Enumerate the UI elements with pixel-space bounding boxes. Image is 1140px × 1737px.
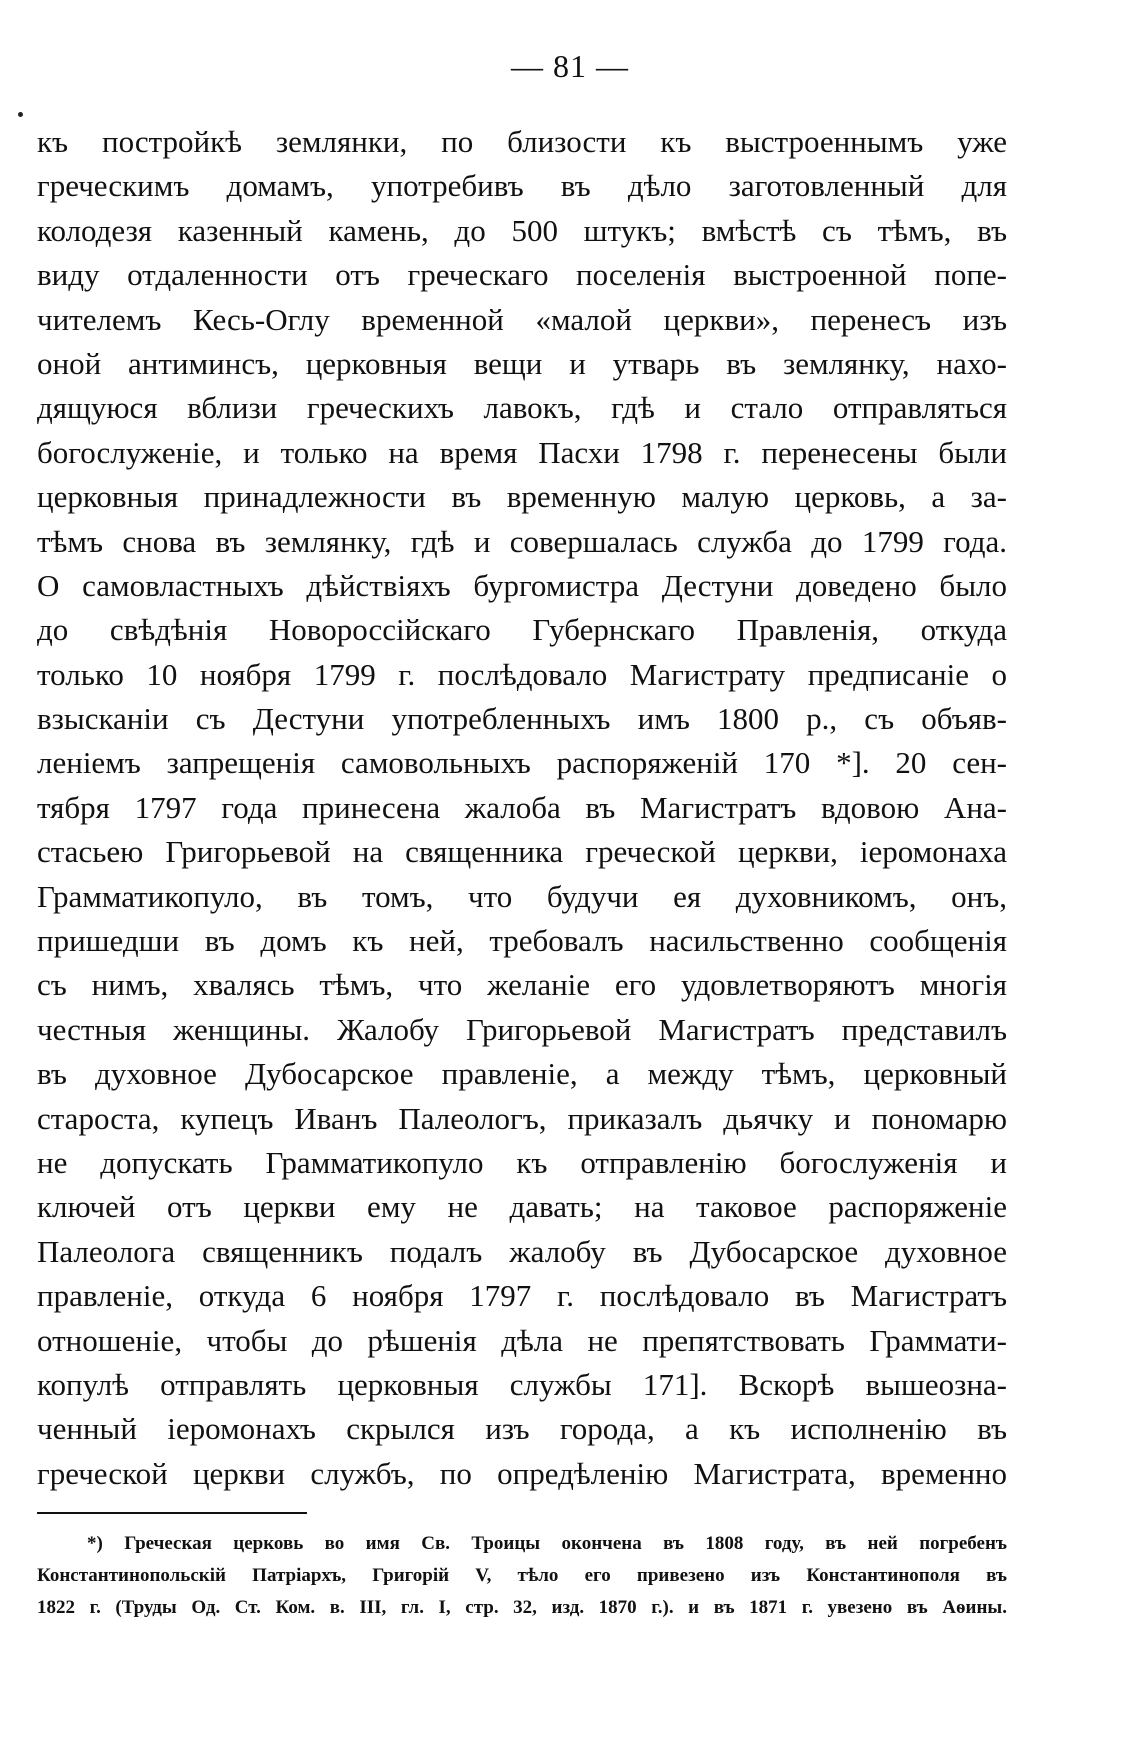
page-number: — 81 — (511, 48, 629, 84)
text-line: оной антиминсъ, церковныя вещи и утварь въ землянку, нахо- (37, 345, 1007, 381)
footnote-line: *) Греческая церковь во имя Св. Троицы окончена въ 1808 году, въ ней погребенъ (87, 1533, 1007, 1554)
text-line: отношеніе, чтобы до рѣшенія дѣла не препятствовать Граммати- (37, 1322, 1007, 1358)
text-line: тября 1797 года принесена жалоба въ Магистратъ вдовою Ана- (37, 789, 1007, 825)
text-line: О самовластныхъ дѣйствіяхъ бургомистра Дестуни доведено было (37, 567, 1007, 603)
text-line: не допускать Грамматикопуло къ отправленію богослуженія и (37, 1144, 1007, 1180)
text-line: съ нимъ, хвалясь тѣмъ, что желаніе его удовлетворяютъ многія (37, 967, 1007, 1003)
text-line: тѣмъ снова въ землянку, гдѣ и совершалась служба до 1799 года. (37, 523, 1007, 559)
text-line: до свѣдѣнія Новороссійскаго Губернскаго Правленія, откуда (37, 612, 1007, 648)
text-line: леніемъ запрещенія самовольныхъ распоряженій 170 *]. 20 сен- (37, 745, 1007, 781)
text-line: староста, купецъ Иванъ Палеологъ, приказалъ дьячку и пономарю (37, 1100, 1007, 1136)
text-line: дящуюся вблизи греческихъ лавокъ, гдѣ и стало отправляться (37, 390, 1007, 426)
text-line: церковныя принадлежности въ временную малую церковь, а за- (37, 479, 1007, 515)
text-line: правленіе, откуда 6 ноября 1797 г. послѣдовало въ Магистратъ (37, 1278, 1007, 1314)
text-line: греческой церкви службъ, по опредѣленію Магистрата, временно (37, 1455, 1007, 1491)
text-line: ченный іеромонахъ скрылся изъ города, а къ исполненію въ (37, 1411, 1007, 1447)
footnote-separator (37, 1512, 307, 1514)
footnote-line: 1822 г. (Труды Од. Ст. Ком. в. III, гл. I, стр. 32, изд. 1870 г.). и въ 1871 г. увезено въ Аѳины. (37, 1597, 1007, 1618)
margin-dot (18, 112, 23, 117)
text-line: виду отдаленности отъ греческаго поселенія выстроенной попе- (37, 257, 1007, 293)
footnote-line: Константинопольскій Патріархъ, Григорій V, тѣло его привезено изъ Константинополя въ (37, 1565, 1007, 1586)
text-line: копулѣ отправлять церковныя службы 171]. Вскорѣ вышеозна- (37, 1366, 1007, 1402)
text-line: богослуженіе, и только на время Пасхи 1798 г. перенесены были (37, 434, 1007, 470)
footnotes (37, 1528, 1007, 1624)
text-line: стасьею Григорьевой на священника греческой церкви, іеромонаха (37, 834, 1007, 870)
text-line: ключей отъ церкви ему не давать; на таковое распоряженіе (37, 1189, 1007, 1225)
text-line: пришедши въ домъ къ ней, требовалъ насильственно сообщенія (37, 923, 1007, 959)
text-line: чителемъ Кесь-Оглу временной «малой церкви», перенесъ изъ (37, 301, 1007, 337)
text-line: къ постройкѣ землянки, по близости къ выстроеннымъ уже (37, 124, 1007, 159)
text-line: честныя женщины. Жалобу Григорьевой Магистратъ представилъ (37, 1011, 1007, 1047)
text-line: греческимъ домамъ, употребивъ въ дѣло заготовленный для (37, 168, 1007, 204)
text-line: взысканіи съ Дестуни употребленныхъ имъ 1800 р., съ объяв- (37, 701, 1007, 737)
text-line: колодезя казенный камень, до 500 штукъ; вмѣстѣ съ тѣмъ, въ (37, 212, 1007, 248)
text-line: Палеолога священникъ подалъ жалобу въ Дубосарское духовное (37, 1233, 1007, 1269)
text-line: въ духовное Дубосарское правленіе, а между тѣмъ, церковный (37, 1056, 1007, 1092)
text-line: Грамматикопуло, въ томъ, что будучи ея духовникомъ, онъ, (37, 878, 1007, 914)
text-line: только 10 ноября 1799 г. послѣдовало Магистрату предписаніе о (37, 656, 1007, 692)
main-text (37, 120, 1007, 1496)
